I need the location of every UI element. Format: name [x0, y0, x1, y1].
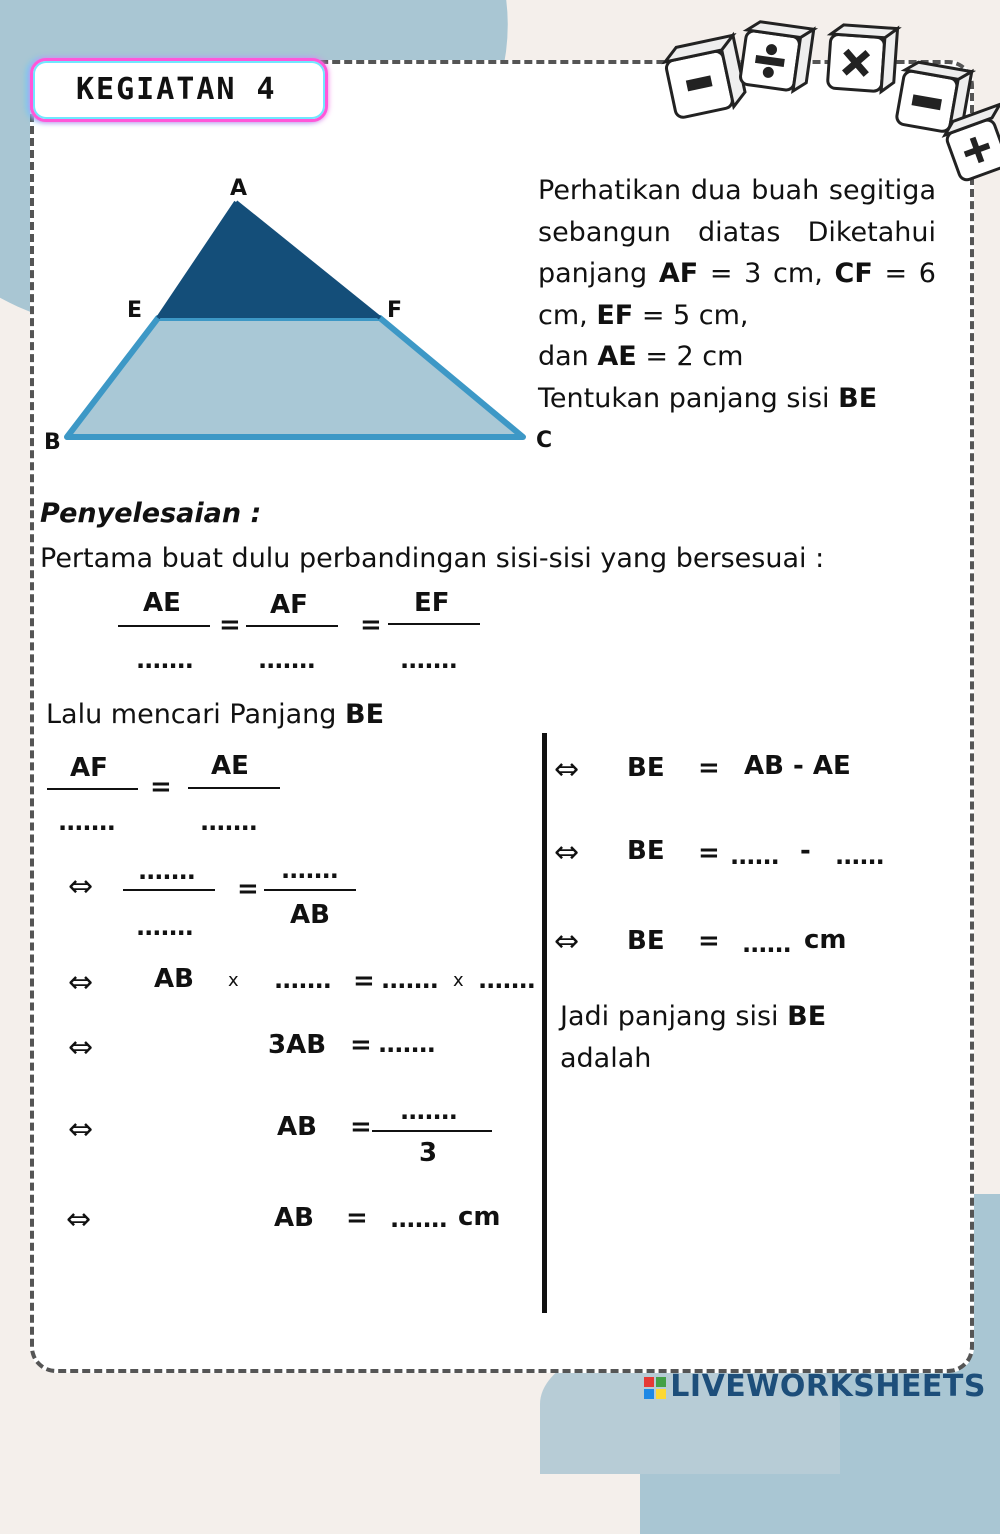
equivalence-arrow-icon: ⇔	[68, 1030, 94, 1065]
triangle-upper-region	[158, 202, 380, 318]
left-row5-equals: =	[350, 1112, 372, 1142]
left-row5-denominator: 3	[419, 1138, 438, 1168]
left-row3-blank-2[interactable]: .......	[381, 966, 438, 994]
right-row3-be: BE	[627, 926, 665, 956]
ratio-denominator-blank-1[interactable]: .......	[136, 646, 193, 674]
left-row6-ab: AB	[274, 1203, 314, 1233]
page-title: KEGIATAN 4	[76, 72, 277, 107]
right-row3-unit: cm	[804, 925, 847, 955]
left-row2-numerator-blank[interactable]: .......	[138, 857, 195, 885]
column-divider	[542, 733, 547, 1313]
ratio-numerator-af: AF	[270, 590, 308, 620]
brand-name: LIVEWORKSHEETS	[670, 1369, 986, 1404]
left-row3-times-2: x	[453, 970, 464, 991]
left-row5-line	[372, 1130, 492, 1132]
left-row1-equals: =	[150, 772, 172, 802]
right-row2-blank-2[interactable]: ......	[835, 842, 884, 870]
ratio-fraction-line-1	[118, 625, 210, 627]
equivalence-arrow-icon: ⇔	[66, 1202, 92, 1237]
problem-statement: Perhatikan dua buah segitiga sebangun diatas Diketahui panjang AF = 3 cm, CF = 6 cm, EF = 5 cm, dan AE = 2 cm Tentukan panjang sisi BE	[538, 175, 936, 414]
left-row2-line-1	[123, 889, 215, 891]
conclusion-text: Jadi panjang sisi BE adalah	[560, 1001, 827, 1074]
left-row6-blank[interactable]: .......	[390, 1205, 447, 1233]
ratio-numerator-ae: AE	[143, 588, 181, 618]
left-row4-3ab: 3AB	[268, 1030, 327, 1060]
right-row2-blank-1[interactable]: ......	[730, 842, 779, 870]
left-row2-denominator-blank[interactable]: .......	[136, 913, 193, 941]
solution-intro: Pertama buat dulu perbandingan sisi-sisi yang bersesuai :	[40, 543, 825, 574]
vertex-label-e: E	[127, 298, 143, 323]
left-f1-denominator-blank[interactable]: .......	[58, 808, 115, 836]
left-row5-numerator-blank[interactable]: .......	[400, 1097, 457, 1125]
left-row2-line-2	[264, 889, 356, 891]
ratio-denominator-blank-3[interactable]: .......	[400, 646, 457, 674]
left-f2-line	[188, 787, 280, 789]
left-row3-blank-3[interactable]: .......	[478, 966, 535, 994]
right-row2-equals: =	[698, 838, 720, 868]
equivalence-arrow-icon: ⇔	[68, 869, 94, 904]
problem-line1: Perhatikan dua buah segitiga sebangun diatas	[538, 175, 936, 248]
triangle-lower-region	[67, 318, 523, 437]
left-f2-denominator-blank[interactable]: .......	[200, 808, 257, 836]
right-row1-be: BE	[627, 753, 665, 783]
left-row5-ab: AB	[277, 1112, 317, 1142]
left-row2-equals: =	[237, 874, 259, 904]
left-f1-line	[47, 788, 138, 790]
left-f1-numerator: AF	[70, 753, 108, 783]
equivalence-arrow-icon: ⇔	[68, 1112, 94, 1147]
question-text: Tentukan panjang sisi	[538, 382, 830, 414]
liveworksheets-logo	[644, 1369, 986, 1404]
left-row6-unit: cm	[458, 1202, 501, 1232]
left-f2-numerator: AE	[211, 751, 249, 781]
ratio-fraction-line-3	[388, 623, 480, 625]
step2-heading: Lalu mencari Panjang BE	[46, 699, 385, 730]
equivalence-arrow-icon: ⇔	[554, 924, 580, 959]
right-row3-equals: =	[698, 926, 720, 956]
liveworksheets-brand-icon	[644, 1377, 666, 1399]
right-row2-be: BE	[627, 836, 665, 866]
vertex-label-c: C	[536, 428, 553, 453]
right-row2-minus: -	[800, 836, 811, 866]
right-row1-expression: AB - AE	[744, 751, 851, 781]
left-row2-denominator-ab: AB	[290, 900, 330, 930]
left-row3-ab: AB	[154, 964, 194, 994]
vertex-label-f: F	[387, 298, 403, 323]
left-row6-equals: =	[346, 1203, 368, 1233]
equivalence-arrow-icon: ⇔	[68, 965, 94, 1000]
ratio-fraction-line-2	[246, 625, 338, 627]
left-row4-blank[interactable]: .......	[378, 1030, 435, 1058]
left-row2-numerator-blank-2[interactable]: .......	[281, 856, 338, 884]
left-row4-equals: =	[350, 1030, 372, 1060]
right-row3-blank[interactable]: ......	[742, 930, 791, 958]
ratio-numerator-ef: EF	[414, 588, 450, 618]
right-row1-equals: =	[698, 753, 720, 783]
vertex-label-a: A	[230, 176, 248, 201]
ratio-equals-1: =	[219, 610, 241, 640]
ratio-denominator-blank-2[interactable]: .......	[258, 646, 315, 674]
left-row3-equals: =	[353, 966, 375, 996]
vertex-label-b: B	[44, 430, 61, 455]
left-row3-times-1: x	[228, 970, 239, 991]
ratio-equals-2: =	[360, 610, 382, 640]
equivalence-arrow-icon: ⇔	[554, 752, 580, 787]
similar-triangles-figure	[40, 170, 560, 460]
equivalence-arrow-icon: ⇔	[554, 835, 580, 870]
left-row3-blank-1[interactable]: .......	[274, 966, 331, 994]
solution-heading: Penyelesaian :	[40, 498, 262, 529]
